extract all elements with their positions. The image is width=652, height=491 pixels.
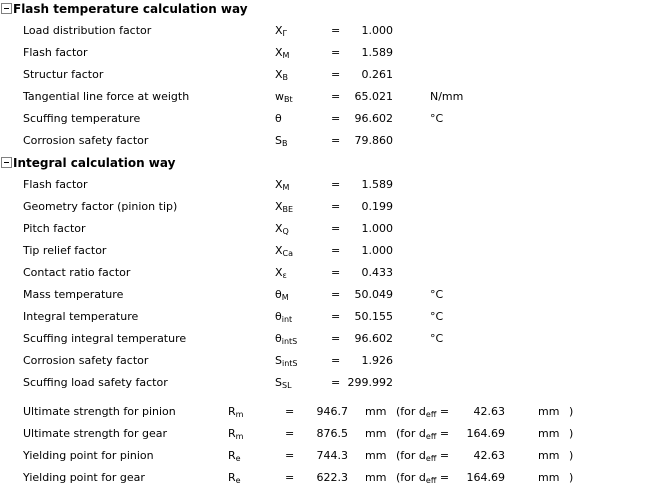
row-value: 0.433 [361, 266, 393, 279]
row-symbol: $R_m$ [228, 427, 244, 441]
row-label: Flash factor [23, 178, 88, 191]
equals-sign: = [285, 427, 295, 440]
diameter-unit: mm [538, 449, 560, 462]
diameter-condition: (for $d_{eff}$ = [396, 427, 450, 441]
material-row [0, 469, 652, 491]
row-unit: N/mm [430, 90, 464, 103]
equals-sign: = [331, 310, 341, 323]
row-symbol: $X_B$ [275, 68, 289, 82]
row-symbol: $X_\varepsilon$ [275, 266, 287, 280]
row-symbol: $\theta_M$ [275, 288, 289, 302]
closing-paren: ) [569, 427, 574, 440]
row-symbol: $S_{SL}$ [275, 376, 292, 390]
closing-paren: ) [569, 405, 574, 418]
equals-sign: = [285, 449, 295, 462]
row-value: 1.589 [361, 46, 393, 59]
row-unit: mm [365, 427, 387, 440]
row-value: 1.000 [361, 244, 393, 257]
result-row [0, 242, 652, 264]
row-label: Ultimate strength for gear [23, 427, 167, 440]
result-row [0, 264, 652, 286]
row-label: Load distribution factor [23, 24, 152, 37]
equals-sign: = [331, 178, 341, 191]
result-row [0, 66, 652, 88]
row-label: Scuffing load safety factor [23, 376, 168, 389]
row-symbol: $\theta_{int}$ [275, 310, 293, 324]
row-value: 50.049 [354, 288, 393, 301]
equals-sign: = [331, 24, 341, 37]
equals-sign: = [331, 376, 341, 389]
diameter-value: 42.63 [473, 405, 505, 418]
result-row [0, 352, 652, 374]
diameter-value: 42.63 [473, 449, 505, 462]
row-unit: °C [430, 332, 444, 345]
row-value: 299.992 [347, 376, 393, 389]
equals-sign: = [285, 471, 295, 484]
row-label: Scuffing integral temperature [23, 332, 187, 345]
row-symbol: $S_{intS}$ [275, 354, 298, 368]
equals-sign: = [331, 288, 341, 301]
row-symbol: $X_\Gamma$ [275, 24, 288, 38]
equals-sign: = [331, 332, 341, 345]
material-row [0, 447, 652, 469]
row-value: 876.5 [316, 427, 348, 440]
collapse-toggle-icon[interactable] [1, 157, 12, 168]
diameter-unit: mm [538, 405, 560, 418]
row-symbol: $X_{Ca}$ [275, 244, 294, 258]
diameter-condition: (for $d_{eff}$ = [396, 405, 450, 419]
row-symbol: $\theta_{intS}$ [275, 332, 298, 346]
row-symbol: $R_e$ [228, 471, 241, 485]
result-row [0, 44, 652, 66]
result-row [0, 330, 652, 352]
row-label: Yielding point for pinion [23, 449, 154, 462]
equals-sign: = [331, 90, 341, 103]
row-symbol: θ [275, 112, 282, 125]
equals-sign: = [331, 200, 341, 213]
result-row [0, 22, 652, 44]
row-value: 622.3 [316, 471, 348, 484]
diameter-unit: mm [538, 427, 560, 440]
row-symbol: $R_m$ [228, 405, 244, 419]
collapse-toggle-icon[interactable] [1, 3, 12, 14]
result-row [0, 198, 652, 220]
row-value: 50.155 [354, 310, 393, 323]
diameter-value: 164.69 [466, 427, 505, 440]
material-row [0, 425, 652, 447]
row-unit: °C [430, 288, 444, 301]
row-value: 1.589 [361, 178, 393, 191]
material-row [0, 403, 652, 425]
closing-paren: ) [569, 449, 574, 462]
row-unit: mm [365, 471, 387, 484]
result-row [0, 308, 652, 330]
row-symbol: $X_Q$ [275, 222, 289, 236]
row-symbol: $R_e$ [228, 449, 241, 463]
equals-sign: = [285, 405, 295, 418]
result-row [0, 374, 652, 396]
row-unit: mm [365, 405, 387, 418]
row-label: Yielding point for gear [23, 471, 145, 484]
row-label: Structur factor [23, 68, 104, 81]
row-label: Ultimate strength for pinion [23, 405, 176, 418]
row-label: Flash factor [23, 46, 88, 59]
diameter-unit: mm [538, 471, 560, 484]
row-value: 79.860 [354, 134, 393, 147]
row-label: Integral temperature [23, 310, 139, 323]
row-value: 0.199 [361, 200, 393, 213]
result-row [0, 176, 652, 198]
equals-sign: = [331, 222, 341, 235]
row-unit: °C [430, 310, 444, 323]
row-label: Scuffing temperature [23, 112, 141, 125]
row-label: Contact ratio factor [23, 266, 131, 279]
equals-sign: = [331, 354, 341, 367]
diameter-condition: (for $d_{eff}$ = [396, 471, 450, 485]
row-label: Mass temperature [23, 288, 124, 301]
equals-sign: = [331, 244, 341, 257]
row-unit: °C [430, 112, 444, 125]
equals-sign: = [331, 68, 341, 81]
diameter-value: 164.69 [466, 471, 505, 484]
result-row [0, 110, 652, 132]
row-value: 1.000 [361, 222, 393, 235]
row-label: Pitch factor [23, 222, 86, 235]
row-label: Geometry factor (pinion tip) [23, 200, 178, 213]
row-label: Tip relief factor [23, 244, 107, 257]
row-symbol: $X_M$ [275, 178, 290, 192]
section-title: Flash temperature calculation way [13, 2, 248, 16]
result-row [0, 286, 652, 308]
result-row [0, 220, 652, 242]
row-value: 1.000 [361, 24, 393, 37]
closing-paren: ) [569, 471, 574, 484]
row-symbol: $w_{Bt}$ [275, 90, 293, 104]
row-value: 946.7 [316, 405, 348, 418]
row-symbol: $X_{BE}$ [275, 200, 294, 214]
section-title: Integral calculation way [13, 156, 176, 170]
row-value: 96.602 [354, 112, 393, 125]
row-value: 1.926 [361, 354, 393, 367]
row-value: 0.261 [361, 68, 393, 81]
row-value: 65.021 [354, 90, 393, 103]
row-symbol: $S_B$ [275, 134, 288, 148]
row-label: Tangential line force at weigth [23, 90, 190, 103]
row-symbol: $X_M$ [275, 46, 290, 60]
row-label: Corrosion safety factor [23, 134, 149, 147]
equals-sign: = [331, 266, 341, 279]
row-unit: mm [365, 449, 387, 462]
row-label: Corrosion safety factor [23, 354, 149, 367]
equals-sign: = [331, 134, 341, 147]
equals-sign: = [331, 46, 341, 59]
row-value: 744.3 [316, 449, 348, 462]
result-row [0, 132, 652, 154]
result-row [0, 88, 652, 110]
equals-sign: = [331, 112, 341, 125]
row-value: 96.602 [354, 332, 393, 345]
diameter-condition: (for $d_{eff}$ = [396, 449, 450, 463]
